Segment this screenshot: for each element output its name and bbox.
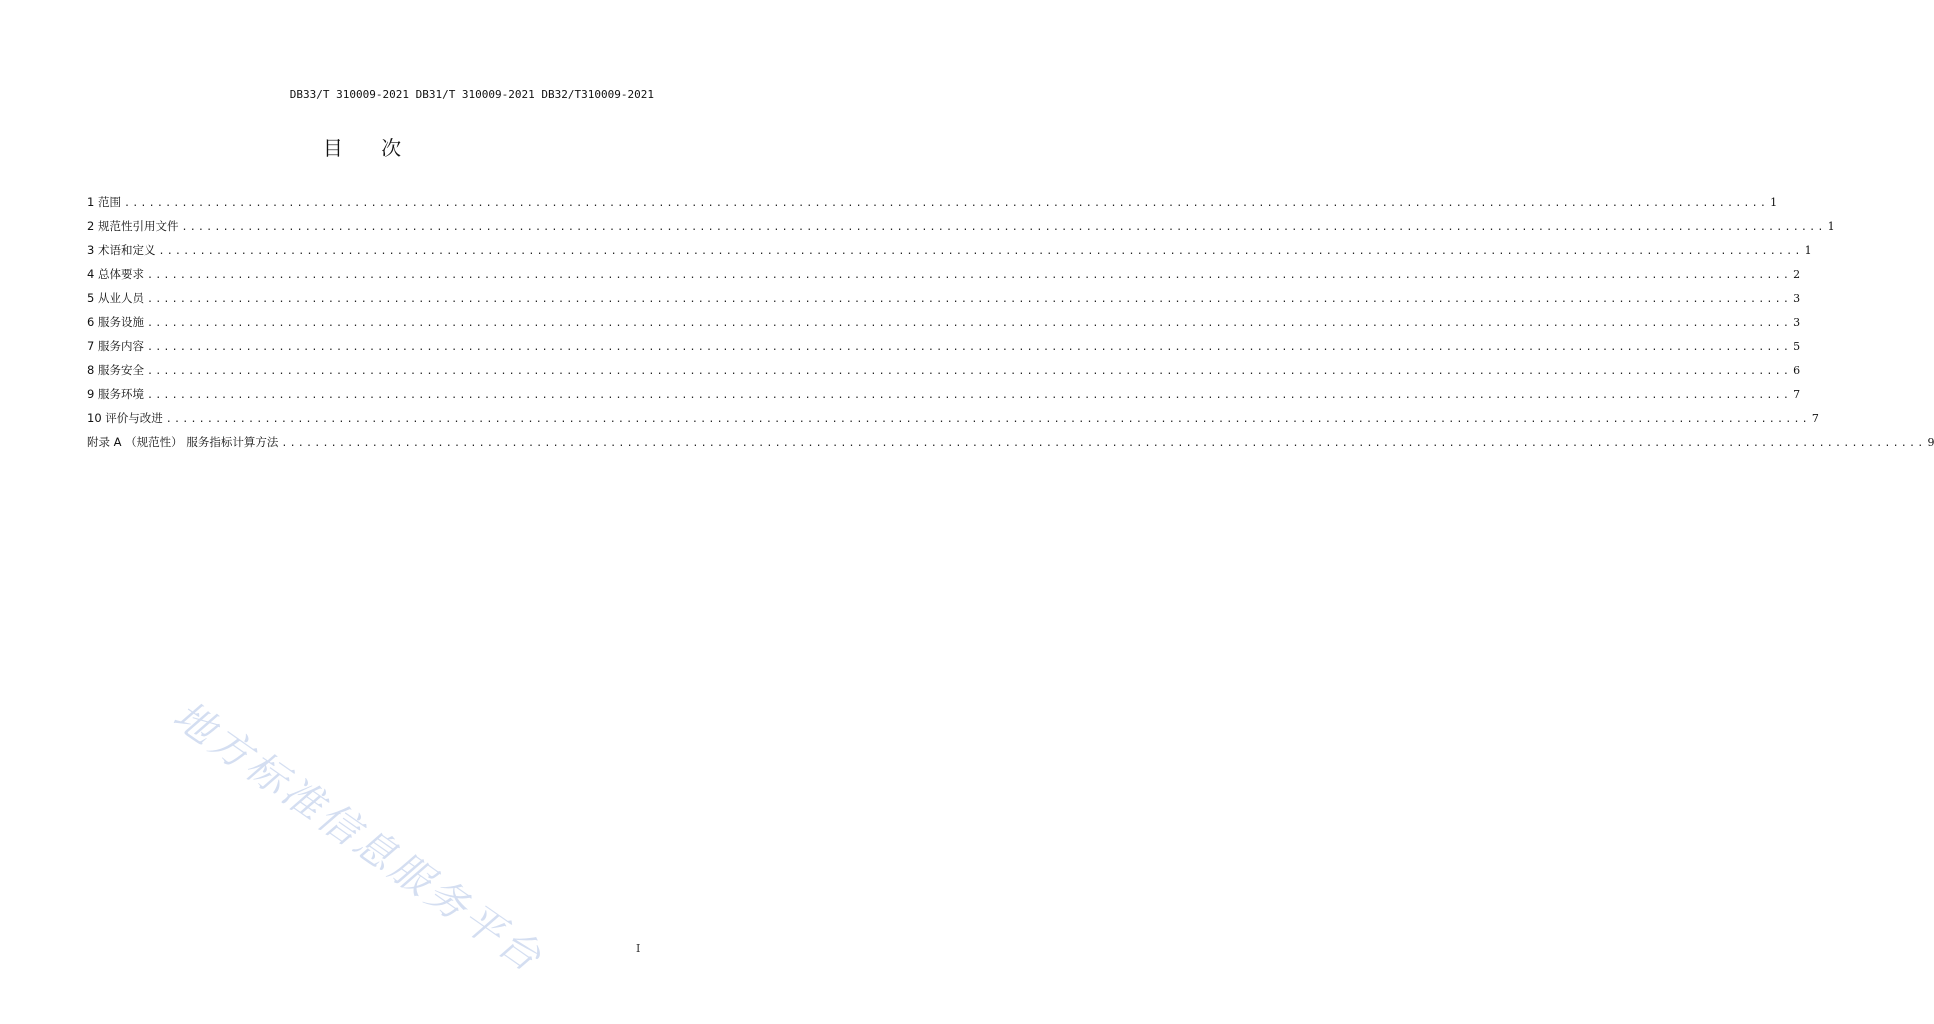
toc-entry-label: 6 服务设施 — [87, 315, 144, 329]
toc-entry[interactable] — [87, 218, 1835, 242]
toc-entry-label: 4 总体要求 — [87, 267, 144, 281]
toc-entry[interactable] — [87, 386, 1801, 410]
toc-entry[interactable] — [87, 362, 1801, 386]
toc-entry[interactable] — [87, 338, 1801, 362]
toc-dot-leader: ........................................................................................................................................................................................................ — [146, 294, 1792, 305]
toc-dot-leader: ........................................................................................................................................................................................................ — [165, 414, 1810, 425]
toc-entry-label: 3 术语和定义 — [87, 243, 156, 257]
toc-entry-label: 10 评价与改进 — [87, 411, 163, 425]
toc-entry-page: 9 — [1927, 436, 1934, 449]
toc-entry-label: 7 服务内容 — [87, 339, 144, 353]
toc-entry-page: 3 — [1793, 292, 1801, 305]
toc-dot-leader: ........................................................................................................................................................................................................ — [146, 390, 1792, 401]
toc-entry[interactable] — [87, 266, 1801, 290]
toc-entry[interactable] — [87, 242, 1812, 266]
table-of-contents — [87, 194, 1934, 458]
toc-entry-label: 8 服务安全 — [87, 363, 144, 377]
toc-dot-leader: ........................................................................................................................................................................................................ — [181, 222, 1826, 233]
page-number: I — [636, 942, 641, 955]
toc-dot-leader: ........................................................................................................................................................................................................ — [146, 342, 1792, 353]
toc-entry-page: 3 — [1793, 316, 1801, 329]
toc-entry[interactable] — [87, 434, 1934, 458]
toc-entry-label: 5 从业人员 — [87, 291, 144, 305]
toc-dot-leader: ........................................................................................................................................................................................................ — [123, 198, 1769, 209]
toc-entry[interactable] — [87, 194, 1778, 218]
toc-entry-page: 7 — [1811, 412, 1819, 425]
toc-entry-page: 7 — [1793, 388, 1801, 401]
toc-entry-page: 1 — [1804, 244, 1812, 257]
toc-entry-label: 2 规范性引用文件 — [87, 219, 179, 233]
toc-dot-leader: ........................................................................................................................................................................................................ — [158, 246, 1803, 257]
toc-entry-page: 5 — [1793, 340, 1801, 353]
toc-entry-label: 附录 A （规范性） 服务指标计算方法 — [87, 435, 279, 449]
toc-entry-page: 1 — [1827, 220, 1835, 233]
watermark: 地方标准信息服务平台 — [164, 692, 552, 983]
toc-dot-leader: ........................................................................................................................................................................................................ — [281, 438, 1926, 449]
toc-entry-label: 9 服务环境 — [87, 387, 144, 401]
toc-entry-label: 1 范围 — [87, 195, 121, 209]
page-title: 目 次 — [322, 136, 418, 160]
toc-dot-leader: ........................................................................................................................................................................................................ — [146, 270, 1792, 281]
toc-entry[interactable] — [87, 290, 1801, 314]
toc-entry[interactable] — [87, 314, 1801, 338]
standard-number-header: DB33/T 310009-2021 DB31/T 310009-2021 DB32/T310009-2021 — [289, 88, 654, 101]
toc-entry-page: 2 — [1793, 268, 1801, 281]
toc-dot-leader: ........................................................................................................................................................................................................ — [146, 366, 1792, 377]
toc-entry-page: 6 — [1793, 364, 1801, 377]
toc-entry-page: 1 — [1770, 196, 1778, 209]
toc-dot-leader: ........................................................................................................................................................................................................ — [146, 318, 1792, 329]
toc-entry[interactable] — [87, 410, 1819, 434]
